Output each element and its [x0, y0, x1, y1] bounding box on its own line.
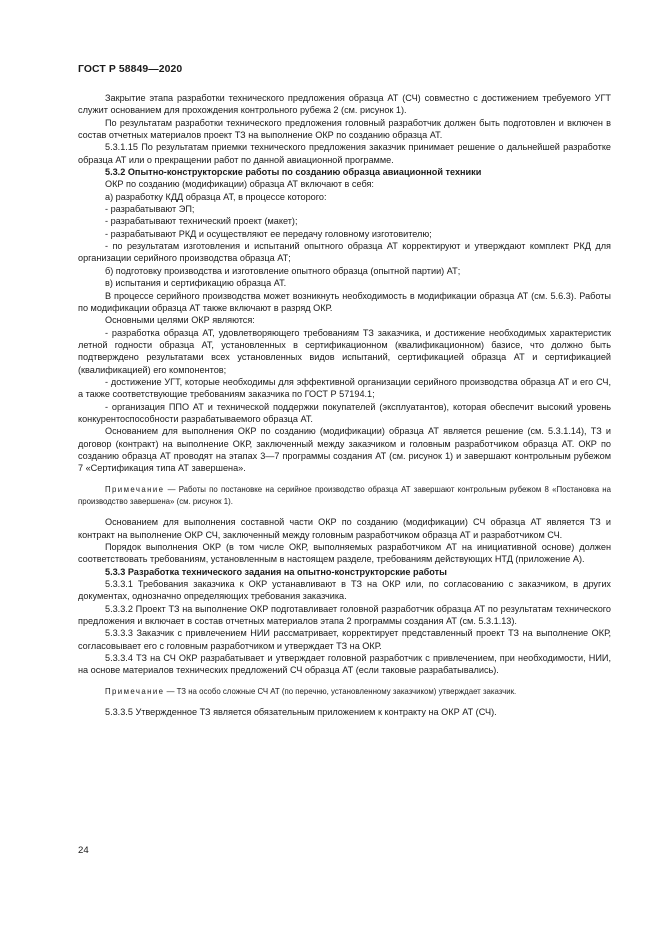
note: [78, 484, 611, 509]
page-number: 24: [78, 845, 89, 856]
list-item: - по результатам изготовления и испытаний опытного образца АТ корректируют и утверждают комплект РКД для организации серийного производства образца АТ;: [78, 241, 611, 264]
document-header: ГОСТ Р 58849—2020: [78, 64, 183, 75]
paragraph: ОКР по созданию (модификации) образца АТ включают в себя:: [105, 179, 374, 190]
list-item: - разрабатывают ЭП;: [105, 204, 195, 215]
note-label: Примечание: [105, 484, 165, 494]
paragraph: Порядок выполнения ОКР (в том числе ОКР, выполняемых разработчиком АТ на инициативной основе) должен соответствовать требованиям, установленным в настоящем разделе, требованиям действующих НТД (приложение А).: [78, 541, 611, 565]
paragraph: 5.3.3.3 Заказчик с привлечением НИИ рассматривает, корректирует представленный проект ТЗ на выполнение ОКР, согласовывает его с головным разработчиком и утверждает ТЗ на ОКР.: [78, 628, 611, 651]
paragraph: 5.3.1.15 По результатам приемки технического предложения заказчик принимает решение о дальнейшей разработке образца АТ или о прекращении работ по данной авиационной программе.: [78, 142, 611, 165]
list-item: б) подготовку производства и изготовление опытного образца (опытной партии) АТ;: [105, 265, 461, 276]
paragraph: 5.3.3.1 Требования заказчика к ОКР устанавливают в ТЗ на ОКР или, по согласованию с заказчиком, в других документах, однозначно определяющих требования заказчика.: [78, 578, 611, 602]
paragraph: Закрытие этапа разработки технического предложения образца АТ (СЧ) совместно с достижением требуемого УГТ служит основанием для прохождения контрольного рубежа 2 (см. рисунок 1).: [78, 93, 611, 116]
section-heading: 5.3.3 Разработка технического задания на опытно-конструкторские работы: [105, 566, 447, 577]
list-item: а) разработку КДД образца АТ, в процессе которого:: [105, 191, 327, 202]
list-item: в) испытания и сертификацию образца АТ.: [105, 278, 287, 289]
list-item: - разработка образца АТ, удовлетворяющего требованиям ТЗ заказчика, и достижение необходимых характеристик летной годности образца АТ, установленных в сертификационном (квалификационном) базисе, что должно быть подтверждено результатами всех установленных видов испытаний, сертификацией образца АТ и сертификацией (квалификацией) его компонентов;: [78, 327, 611, 375]
note-label: Примечание: [105, 686, 165, 696]
note-text: — ТЗ на особо сложные СЧ АТ (по перечню, установленному заказчиком) утверждает заказчик.: [164, 686, 517, 696]
list-item: - разрабатывают РКД и осуществляют ее передачу головному изготовителю;: [105, 228, 432, 239]
paragraph: 5.3.3.2 Проект ТЗ на выполнение ОКР подготавливает головной разработчик образца АТ по результатам технического предложения и включает в состав отчетных материалов этапа 2 программы создания АТ (см. 5.3.1.13).: [78, 603, 611, 626]
list-item: - достижение УГТ, которые необходимы для эффективной организации серийного производства образца АТ и его СЧ, а также соответствующие требованиям заказчика по ГОСТ Р 57194.1;: [78, 376, 611, 400]
section-heading: 5.3.2 Опытно-конструкторские работы по созданию образца авиационной техники: [105, 167, 482, 178]
paragraph: Основанием для выполнения ОКР по созданию (модификации) образца АТ является решение (см. 5.3.1.14), ТЗ и договор (контракт) на выполнение ОКР, заключенный между заказчиком и головным разработчиком образца АТ. ОКР по созданию образца АТ проводят на этапах 3—7 программы создания АТ (см. рисунок 1) и завершают контрольным рубежом 7 «Сертификация типа АТ завершена».: [78, 426, 611, 474]
document-body: [78, 92, 611, 718]
list-item: - разрабатывают технический проект (макет);: [105, 216, 298, 227]
paragraph: Основанием для выполнения составной части ОКР по созданию (модификации) СЧ образца АТ является ТЗ и контракт на выполнение ОКР СЧ, заключенный между головным разработчиком образца АТ и разработчиком СЧ.: [78, 517, 611, 540]
paragraph: 5.3.3.5 Утвержденное ТЗ является обязательным приложением к контракту на ОКР АТ (СЧ).: [105, 707, 497, 718]
paragraph: Основными целями ОКР являются:: [105, 315, 255, 326]
list-item: - организация ППО АТ и технической поддержки покупателей (эксплуатантов), которая обеспечит высокий уровень конкурентоспособности разрабатываемого образца АТ.: [78, 401, 611, 424]
paragraph: В процессе серийного производства может возникнуть необходимость в модификации образца АТ (см. 5.6.3). Работы по модификации образца АТ также включают в разряд ОКР.: [78, 290, 611, 313]
paragraph: 5.3.3.4 ТЗ на СЧ ОКР разрабатывает и утверждает головной разработчик с привлечением, при необходимости, НИИ, на основе материалов технических предложений СЧ образца АТ (если таковые разрабатывались).: [78, 653, 611, 676]
note: [78, 686, 611, 698]
note-text: — Работы по постановке на серийное производство образца АТ завершают контрольным рубежом 8 «Постановка на производство завершена» (см. рисунок 1).: [78, 484, 611, 506]
paragraph: По результатам разработки технического предложения головный разработчик должен быть подготовлен и включен в состав отчетных материалов проект ТЗ на выполнение ОКР по созданию образца АТ.: [78, 117, 611, 141]
